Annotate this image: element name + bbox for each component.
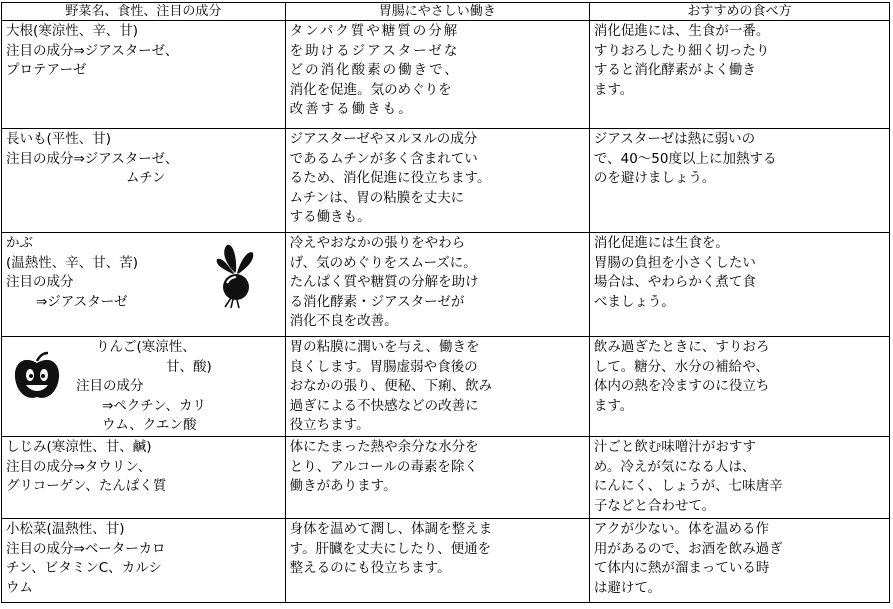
vegetable-name: 甘、酸) [166,358,212,375]
nutrient-line: 注目の成分⇒ジアスターゼ、 [6,42,179,59]
apple-icon [12,351,62,401]
effect-line: 胃の粘膜に潤いを与え、働きを [289,339,480,355]
vegetable-name: 長いも(平性、甘) [6,131,112,147]
effect-line: する働きも。 [289,209,371,225]
effect-line: す。肝臓を丈夫にしたり、便通を [289,540,492,557]
method-line: 飲み過ぎたときに、すりおろ [593,339,770,355]
method-line: べましょう。 [593,293,675,310]
table-row [2,129,890,233]
method-line: 消化促進には、生食が一番。 [593,23,770,39]
method-line: ます。 [593,81,634,98]
effect-line: 働きがあります。 [289,478,397,494]
effect-line: 体にたまった熱や余分な水分を [289,439,479,455]
nutrient-line: 注目の成分⇒ジアスターゼ、 [6,150,179,167]
method-line: すると消化酵素がよく働き [593,62,756,78]
nutrient-line: ⇒ペクチン、カリ [102,397,207,414]
vegetable-cell [2,21,286,129]
table-row [2,21,890,129]
effect-cell [285,519,589,603]
effect-line: るため、消化促進に役立ちます。 [289,170,491,186]
effect-line: タンパク質や糖質の分解 [289,23,460,39]
effect-cell [285,129,589,233]
effect-line: 役立ちます。 [289,417,370,433]
table-row [2,337,890,437]
method-cell [589,437,889,519]
nutrient-line: ムチン [126,170,166,186]
effect-line: 冷えやおなかの張りをやわら [289,235,466,251]
effect-line: とり、アルコールの毒素を除く [289,458,478,475]
method-cell [589,337,889,437]
effect-line: ジアスターゼやヌルヌルの成分 [289,131,478,147]
effect-line: 整えるのにも役立ちます。 [289,560,451,576]
method-line: 汁ごと飲む味噌汁がおすす [593,439,757,455]
nutrient-line: グリコーゲン、たんぱく質 [6,478,167,494]
table-row [2,519,890,603]
effect-cell [285,437,589,519]
method-line: アクが少ない。体を温める作 [593,521,769,537]
vegetable-name: りんご(寒涼性、 [96,339,196,355]
nutrient-line: ウム、クエン酸 [102,417,197,433]
turnip-icon [215,243,255,309]
effect-line: 改善する働きも。 [289,101,414,117]
vegetable-cell [2,519,286,603]
effect-line: る消化酵素・ジアスターゼが [289,293,465,310]
method-line: 体内の熱を冷ますのに役立ち [593,378,770,394]
nutrient-line: 注目の成分 [76,378,144,394]
table-row [2,233,890,337]
method-line: は避けて。 [593,579,662,596]
nutrient-line: 注目の成分⇒ベーターカロ [6,540,166,557]
vegetable-cell [2,129,286,233]
effect-line: 過ぎによる不快感などの改善に [289,397,479,414]
method-line: して。糖分、水分の補給や、 [593,358,769,375]
effect-cell [285,337,589,437]
method-line: で、40〜50度以上に加熱する [593,150,777,167]
header-method: おすすめの食べ方 [589,3,889,21]
method-line: 胃腸の負担を小さくしたい [593,254,756,271]
effect-line: 消化を促進。気のめぐりを [289,81,452,98]
vegetable-name: 大根(寒涼性、辛、甘) [6,23,139,39]
vegetable-cell [2,233,286,337]
vegetable-cell [2,437,286,519]
header-effect: 胃腸にやさしい働き [285,3,589,21]
nutrient-line: (温熱性、辛、甘、苦) [6,254,139,271]
method-line: ジアスターゼは熱に弱いの [593,131,756,147]
method-cell [589,129,889,233]
header-row [2,3,890,21]
method-line: て体内に熱が溜まっている時 [593,560,770,576]
method-line: ます。 [593,397,634,414]
method-cell [589,21,889,129]
nutrient-line: ウム [6,579,33,596]
effect-line: ムチンは、胃の粘膜を丈夫に [289,189,465,206]
effect-line: 良くします。胃腸虚弱や食後の [289,358,478,375]
nutrient-line: プロテアーゼ [6,62,87,78]
method-line: 場合は、やわらかく煮て食 [593,274,756,290]
vegetable-name: 小松菜(温熱性、甘) [6,521,125,537]
effect-line: 身体を温めて潤し、体調を整えま [289,521,493,537]
nutrient-line: ⇒ジアスターゼ [36,293,128,310]
method-cell [589,233,889,337]
method-line: すりおろしたり細く切ったり [593,42,770,59]
table-row [2,437,890,519]
effect-line: であるムチンが多く含まれてい [289,150,478,167]
nutrient-line: 注目の成分⇒タウリン、 [6,458,152,475]
method-cell [589,519,889,603]
vegetable-name: しじみ(寒涼性、甘、鹹) [6,439,152,455]
method-line: 子などと合わせて。 [593,497,716,514]
nutrient-line: チン、ビタミンC、カルシ [6,560,162,576]
method-line: にんにく、しょうが、七味唐辛 [593,478,783,494]
header-name: 野菜名、食性、注目の成分 [2,3,286,21]
vegetable-table [1,2,890,603]
effect-cell [285,233,589,337]
effect-line: おなかの張り、便秘、下痢、飲み [289,378,493,394]
effect-line: 消化不良を改善。 [289,313,398,329]
method-line: め。冷えが気になる人は、 [593,458,756,475]
method-line: のを避けましょう。 [593,170,716,186]
effect-line: たんぱく質や糖質の分解を助け [289,274,479,290]
effect-line: どの消化酸素の働きで、 [289,62,460,78]
method-line: 用があるので、お酒を飲み過ぎ [593,540,783,557]
effect-line: を助けるジアスターゼな [289,42,460,59]
nutrient-line: 注目の成分 [6,274,74,290]
effect-line: げ、気のめぐりをスムーズに。 [289,254,477,271]
vegetable-cell [2,337,286,437]
method-line: 消化促進には生食を。 [593,235,729,251]
vegetable-name: かぶ [6,235,33,251]
effect-cell [285,21,589,129]
